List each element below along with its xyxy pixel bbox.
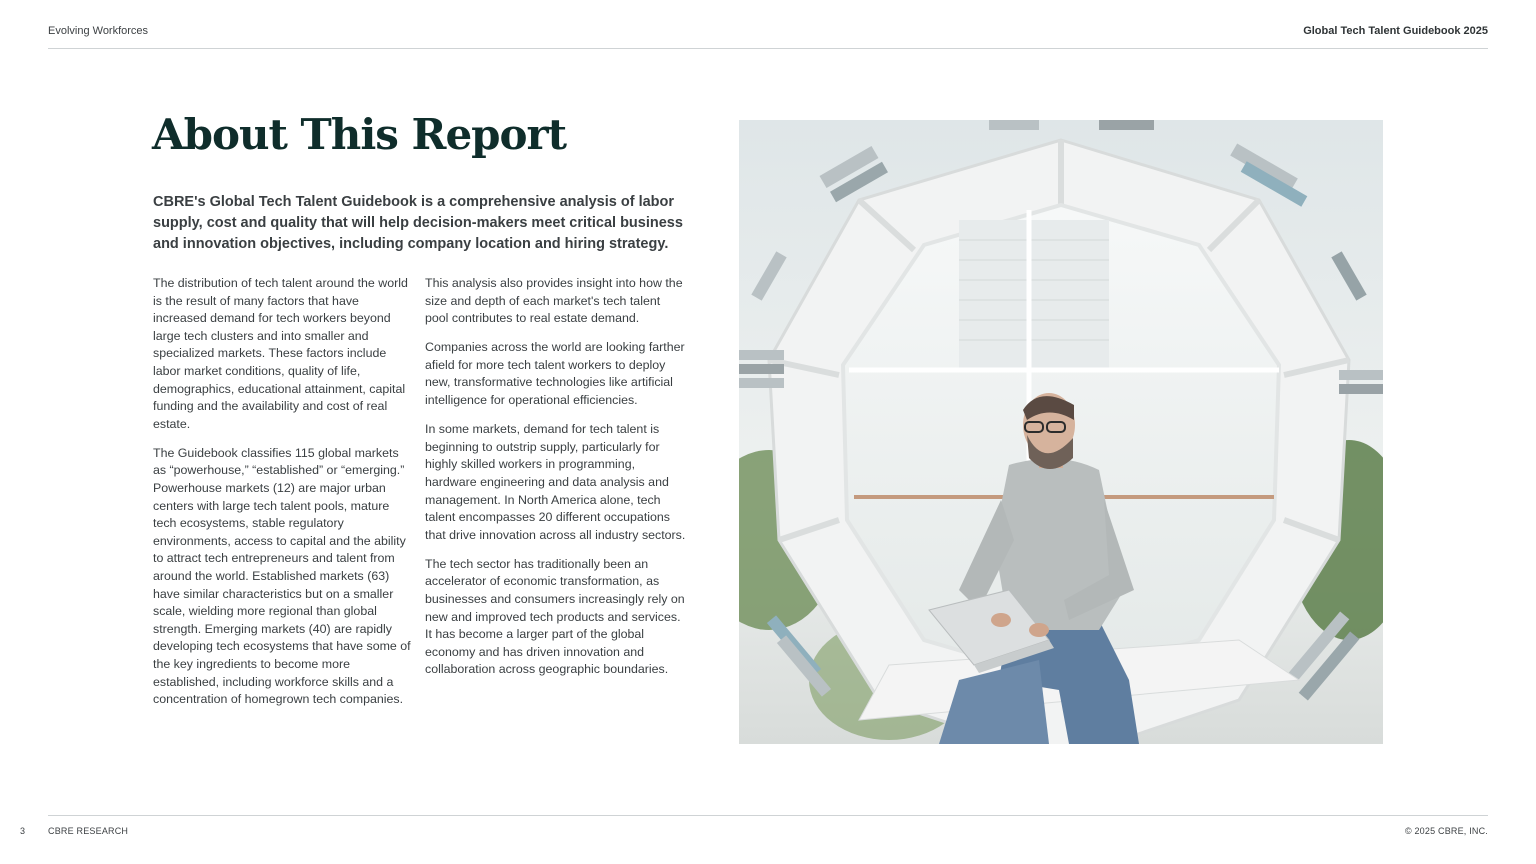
- photo-man-laptop-in-circular-bookshelf: [739, 120, 1383, 744]
- page-number: 3: [20, 826, 26, 836]
- header-publication-title: Global Tech Talent Guidebook 2025: [1303, 25, 1488, 37]
- body-paragraph: The distribution of tech talent around the world is the result of many factors that have increased demand for tech workers beyond large tech clusters and into smaller and specialized markets. These factors include labor market conditions, quality of life, demographics, educational attainment, capital funding and the availability and cost of real estate.: [153, 276, 408, 431]
- header-divider: [48, 48, 1488, 49]
- lead-paragraph: CBRE's Global Tech Talent Guidebook is a comprehensive analysis of labor supply, cost and quality that will help decision-makers meet critical business and innovation objectives, including company location and hiring strategy.: [153, 194, 683, 252]
- body-paragraph: This analysis also provides insight into how the size and depth of each market's tech talent pool contributes to real estate demand.: [425, 276, 683, 326]
- page-title: About This Report: [152, 110, 567, 159]
- hero-photo: [739, 120, 1383, 744]
- body-paragraph: The tech sector has traditionally been an accelerator of economic transformation, as businesses and consumers increasingly rely on new and improved tech products and services. It has become a larger part of the global economy and has driven innovation and collaboration across geographic boundaries.: [425, 556, 685, 677]
- footer-divider: [48, 815, 1488, 816]
- footer-brand: CBRE RESEARCH: [48, 826, 129, 836]
- body-paragraph: In some markets, demand for tech talent is beginning to outstrip supply, particularly for highly skilled workers in programming, hardware engineering and data analysis and management. In North America alone, tech talent encompasses 20 different occupations that drive innovation across all industry sectors.: [425, 422, 686, 542]
- text-column-right: [425, 275, 687, 690]
- text-column-left: [153, 275, 415, 720]
- body-paragraph: Companies across the world are looking farther afield for more tech talent workers to deploy new, transformative technologies like artificial intelligence for operational efficiencies.: [425, 340, 685, 408]
- footer-copyright: © 2025 CBRE, INC.: [1404, 826, 1488, 836]
- header-section-label: Evolving Workforces: [48, 25, 149, 37]
- body-paragraph: The Guidebook classifies 115 global markets as “powerhouse,” “established” or “emerging.” Powerhouse markets (12) are major urban centers with large tech talent pools, mature tech ecosystems, stable regulatory environments, access to capital and the ability to attract tech entrepreneurs and talent from around the world. Established markets (63) have similar characteristics but on a smaller scale, wielding more regional than global strength. Emerging markets (40) are rapidly developing tech ecosystems that have some of the key ingredients to become more established, including workforce skills and a concentration of homegrown tech companies.: [153, 445, 411, 707]
